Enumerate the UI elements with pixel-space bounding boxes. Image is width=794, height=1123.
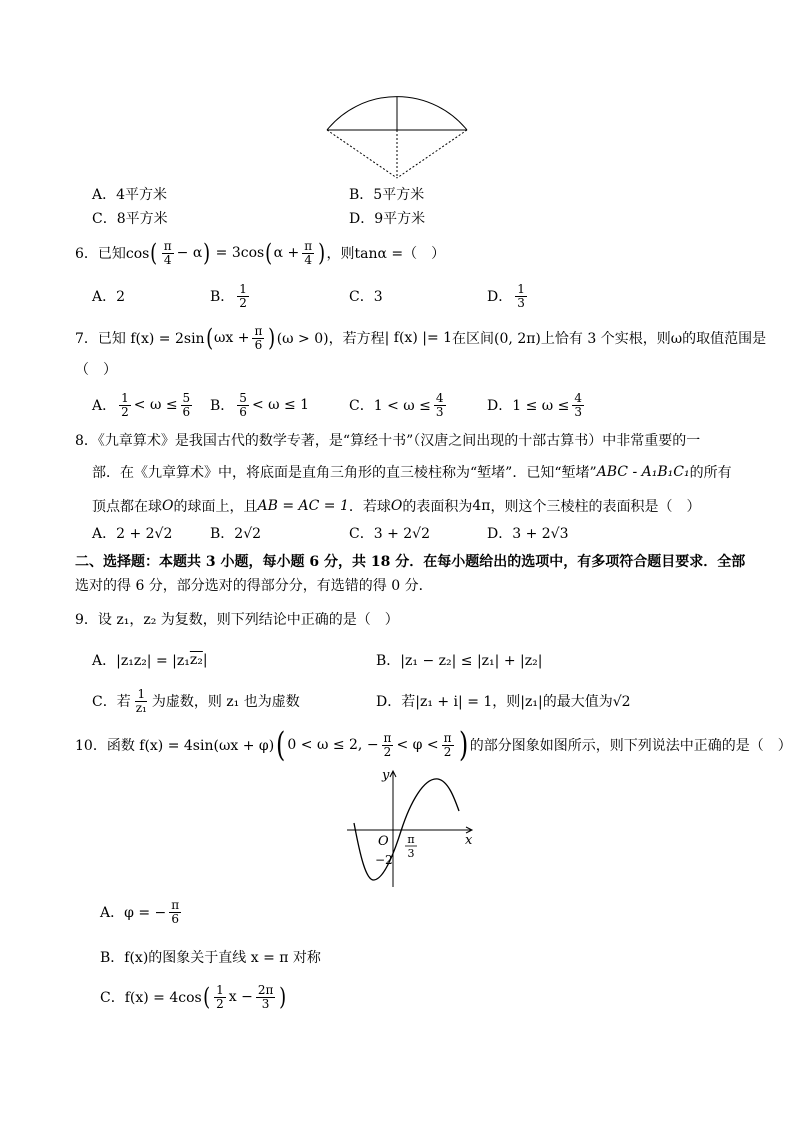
denominator: 3 xyxy=(517,295,525,310)
option-fraction xyxy=(119,392,131,419)
option-label: C．f(x) = 4cos xyxy=(100,990,202,1006)
denominator: 2 xyxy=(239,295,247,310)
q5-option-b: B．5平方米 xyxy=(349,187,425,203)
q6-option-d xyxy=(487,281,530,311)
tick-label-denominator: 3 xyxy=(407,847,415,860)
denominator: 2 xyxy=(121,404,129,419)
q8-option-b: B．2√2 xyxy=(210,526,262,542)
option-label: D． xyxy=(487,289,513,305)
q8-edge-condition: AB = AC = 1 xyxy=(257,498,349,514)
q6-fraction-2 xyxy=(302,240,314,267)
dashed-left xyxy=(327,130,397,178)
numerator: π xyxy=(304,238,313,253)
numerator: 1 xyxy=(216,982,224,997)
y-axis-label: y xyxy=(382,768,390,783)
q6-term-2: = 3cos xyxy=(215,245,265,261)
right-paren: ) xyxy=(268,324,276,352)
q8-text: 部．在《九章算术》中，将底面是直角三角形的直三棱柱称为“堑堵”．已知“堑堵” xyxy=(92,465,597,481)
q8-line-2 xyxy=(92,457,732,487)
q7-term-1: ωx + xyxy=(213,330,250,346)
numerator: 4 xyxy=(574,390,582,405)
q10-tail: 的部分图象如图所示，则下列说法中正确的是（ ） xyxy=(469,738,792,754)
section-2-heading: 二、选择题：本题共 3 小题，每小题 6 分，共 18 分．在每小题给出的选项中，有多项符合题目要求．全部 xyxy=(75,554,746,570)
numerator: π xyxy=(383,730,392,745)
denominator: 2 xyxy=(383,744,392,759)
q7-option-d xyxy=(487,390,587,420)
conjugate-z2: z₂ xyxy=(189,652,203,668)
q8-sphere-center: O xyxy=(390,498,403,514)
option-fraction xyxy=(214,984,226,1011)
q6-term-1: − α xyxy=(176,245,203,261)
q6-intro: 6．已知cos xyxy=(75,246,150,262)
q6-fraction-1 xyxy=(162,240,174,267)
denominator: 6 xyxy=(171,911,180,926)
q9-option-c xyxy=(92,686,300,716)
question-6 xyxy=(75,238,445,268)
option-fraction xyxy=(181,392,193,419)
left-paren: ( xyxy=(150,239,158,267)
option-label: D．1 ≤ ω ≤ xyxy=(487,398,570,414)
q7-blank: （ ） xyxy=(75,362,117,378)
numerator: 1 xyxy=(121,390,129,405)
numerator: 1 xyxy=(517,281,525,296)
q10-intro: 10．函数 f(x) = 4sin(ωx + φ) xyxy=(75,738,275,754)
q8-prism-name: ABC - A₁B₁C₁ xyxy=(596,464,690,480)
question-10 xyxy=(75,725,792,765)
option-fraction xyxy=(256,984,276,1011)
denominator: 6 xyxy=(254,337,263,352)
q8-text: 的表面积为 xyxy=(402,499,473,515)
question-7 xyxy=(75,323,766,353)
denominator: z₁ xyxy=(135,700,147,715)
q8-text: 的球面上，且 xyxy=(173,499,258,515)
x-axis-label: x xyxy=(465,833,473,848)
q8-text: ．若球 xyxy=(348,499,391,515)
numerator: 5 xyxy=(239,390,247,405)
tick-label-numerator: π xyxy=(407,833,415,846)
right-paren: ) xyxy=(458,725,468,765)
right-paren: ) xyxy=(318,239,326,267)
q6-term-3: α + xyxy=(273,245,300,261)
q7-term-2: (ω > 0)，若方程 xyxy=(276,331,385,347)
numerator: 2π xyxy=(257,982,274,997)
q8-option-d: D．3 + 2√3 xyxy=(487,526,569,542)
option-fraction xyxy=(169,899,181,926)
option-label: B． xyxy=(210,289,235,305)
option-fraction xyxy=(134,688,149,715)
sine-graph xyxy=(340,765,480,890)
q10-fraction-2 xyxy=(442,732,454,759)
question-9: 9．设 z₁，z₂ 为复数，则下列结论中正确的是（ ） xyxy=(75,612,399,628)
option-middle: x − xyxy=(228,989,253,1005)
section-2-heading-line-2: 选对的得 6 分，部分选对的得部分分，有选错的得 0 分． xyxy=(75,578,433,594)
option-fraction xyxy=(572,392,584,419)
option-text: | xyxy=(202,652,208,668)
q10-fraction-1 xyxy=(382,732,394,759)
q6-tail: ，则tanα =（ ） xyxy=(326,246,446,262)
numerator: π xyxy=(443,730,452,745)
option-fraction xyxy=(434,392,446,419)
denominator: 4 xyxy=(163,252,172,267)
q7-option-c xyxy=(349,390,449,420)
sine-curve xyxy=(354,779,459,880)
q9-option-d: D．若|z₁ + i| = 1，则|z₁|的最大值为√2 xyxy=(376,694,631,710)
q10-option-c xyxy=(100,982,288,1012)
q8-text: 的所有 xyxy=(689,465,732,481)
q7-fraction xyxy=(252,325,264,352)
q8-area-value: 4π xyxy=(472,498,491,514)
option-label: C．1 < ω ≤ xyxy=(349,398,431,414)
numerator: π xyxy=(163,238,172,253)
min-value-label: −2 xyxy=(375,853,393,867)
q5-option-d: D．9平方米 xyxy=(349,211,426,227)
q9-option-a xyxy=(92,645,208,675)
numerator: 1 xyxy=(239,281,247,296)
right-paren: ) xyxy=(203,239,211,267)
dashed-right xyxy=(397,130,467,178)
q10-option-a xyxy=(100,897,184,927)
option-fraction xyxy=(515,283,527,310)
q7-option-a xyxy=(92,390,195,420)
denominator: 3 xyxy=(574,404,582,419)
left-paren: ( xyxy=(202,983,210,1011)
denominator: 2 xyxy=(443,744,452,759)
q8-line-3 xyxy=(92,491,700,521)
q6-option-c: C．3 xyxy=(349,289,383,305)
sector-diagram xyxy=(320,90,480,185)
q8-line-1: 8．《九章算术》是我国古代的数学专著，是“算经十书”（汉唐之间出现的十部古算书）中非常重要的一 xyxy=(75,433,701,449)
q5-option-c: C．8平方米 xyxy=(92,211,168,227)
numerator: 1 xyxy=(137,686,146,701)
q10-term-1: 0 < ω ≤ 2, − xyxy=(287,737,379,753)
denominator: 4 xyxy=(304,252,312,267)
denominator: 6 xyxy=(182,404,191,419)
option-fraction xyxy=(237,392,249,419)
q7-option-b xyxy=(210,390,309,420)
q7-term-3: | f(x) |= 1 xyxy=(384,330,453,346)
q8-sphere-center: O xyxy=(162,498,174,514)
q10-option-b: B．f(x)的图象关于直线 x = π 对称 xyxy=(100,950,321,966)
left-paren: ( xyxy=(205,324,213,352)
denominator: 6 xyxy=(239,404,247,419)
q9-option-b: B．|z₁ − z₂| ≤ |z₁| + |z₂| xyxy=(376,653,543,669)
q7-term-4: 在区间(0, 2π)上恰有 3 个实根，则ω的取值范围是 xyxy=(452,331,767,347)
numerator: 4 xyxy=(435,390,444,405)
q7-intro: 7．已知 f(x) = 2sin xyxy=(75,331,205,347)
option-label: A．φ = − xyxy=(100,905,167,921)
option-text: A．|z₁z₂| = |z₁ xyxy=(92,653,190,669)
option-text: 为虚数，则 z₁ 也为虚数 xyxy=(151,694,300,710)
q8-text: ，则这个三棱柱的表面积是（ ） xyxy=(490,499,701,515)
left-paren: ( xyxy=(265,239,273,267)
right-paren: ) xyxy=(279,983,287,1011)
option-middle: < ω ≤ xyxy=(133,397,178,413)
denominator: 3 xyxy=(261,996,270,1011)
option-label: B． xyxy=(210,398,235,414)
numerator: π xyxy=(254,323,263,338)
q8-text: 顶点都在球 xyxy=(92,499,162,515)
left-paren: ( xyxy=(276,725,286,765)
numerator: π xyxy=(171,897,180,912)
denominator: 3 xyxy=(435,404,444,419)
q5-option-a: A．4平方米 xyxy=(92,187,168,203)
q6-option-b xyxy=(210,281,252,311)
numerator: 5 xyxy=(182,390,191,405)
denominator: 2 xyxy=(216,996,224,1011)
q8-option-a: A．2 + 2√2 xyxy=(92,526,173,542)
option-middle: < ω ≤ 1 xyxy=(251,397,310,413)
q6-option-a: A．2 xyxy=(92,289,126,305)
q8-option-c: C．3 + 2√2 xyxy=(349,526,430,542)
origin-label: O xyxy=(378,834,389,849)
option-fraction xyxy=(237,283,249,310)
option-label: A． xyxy=(92,398,117,414)
option-text: C．若 xyxy=(92,694,131,710)
q10-term-2: < φ < xyxy=(396,737,439,753)
